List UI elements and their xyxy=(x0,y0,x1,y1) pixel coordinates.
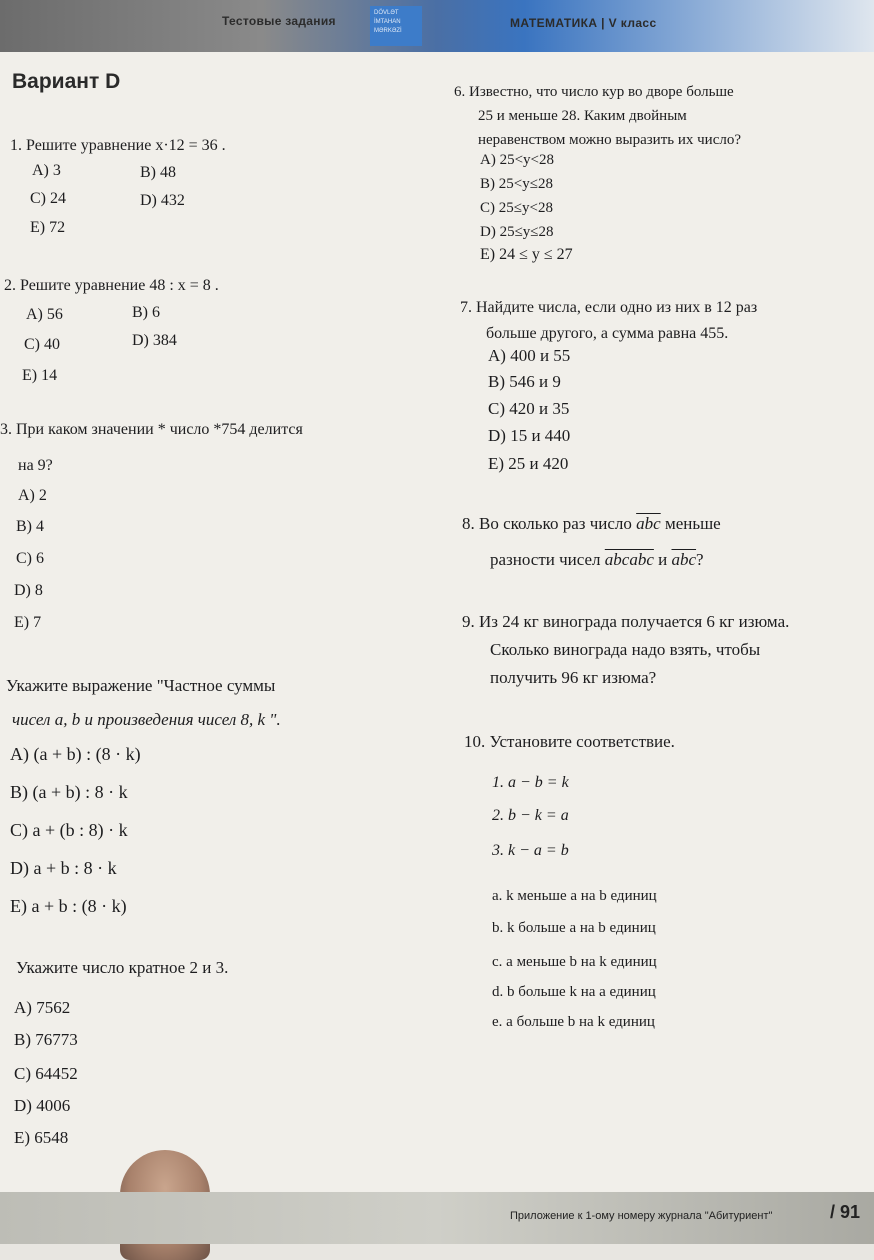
question-8-abcabc: abcabc xyxy=(604,550,654,569)
badge-line-3: MƏRKƏZİ xyxy=(374,28,402,34)
q10-equation-3: 3. k − a = b xyxy=(492,842,569,859)
q3-option-c[interactable]: C) 6 xyxy=(16,550,44,567)
variant-title: Вариант D xyxy=(12,70,121,93)
page-footer xyxy=(0,1192,874,1244)
footer-text: Приложение к 1-ому номеру журнала "Абитуриент" xyxy=(510,1210,773,1222)
page-number: / 91 xyxy=(830,1202,861,1222)
q7-option-c[interactable]: C) 420 и 35 xyxy=(488,399,570,418)
dim-logo-badge xyxy=(370,6,422,46)
q7-option-e[interactable]: E) 25 и 420 xyxy=(488,454,569,473)
question-5 xyxy=(16,958,228,978)
question-1 xyxy=(10,136,226,156)
question-9-line-2: Сколько винограда надо взять, чтобы xyxy=(490,640,761,659)
question-8-line2-prefix: разности чисел xyxy=(490,550,601,569)
q10-answer-e[interactable]: e. a больше b на k единиц xyxy=(492,1014,655,1030)
q4-option-a[interactable]: A) (a + b) : (8 · k) xyxy=(10,744,141,764)
question-6-line-2: 25 и меньше 28. Каким двойным xyxy=(478,108,687,124)
question-4-line-2: чисел a, b и произведения чисел 8, k ". xyxy=(12,710,281,729)
q1-option-e[interactable]: E) 72 xyxy=(30,219,66,236)
question-8 xyxy=(462,514,721,534)
question-1-text: 1. Решите уравнение x·12 = 36 . xyxy=(10,137,226,154)
q10-equation-2: 2. b − k = a xyxy=(492,807,569,824)
q1-option-d[interactable]: D) 432 xyxy=(140,192,185,209)
question-7-line-2: больше другого, а сумма равна 455. xyxy=(486,325,729,342)
question-4-line-1: Укажите выражение "Частное суммы xyxy=(6,676,276,695)
q7-option-a[interactable]: A) 400 и 55 xyxy=(488,346,571,365)
q10-answer-a[interactable]: a. k меньше a на b единиц xyxy=(492,888,657,904)
q6-option-b[interactable]: B) 25<y≤28 xyxy=(480,176,553,192)
q5-option-c[interactable]: C) 64452 xyxy=(14,1064,78,1083)
question-3-line2 xyxy=(18,456,53,476)
header-left-title: Тестовые задания xyxy=(222,14,336,28)
question-10 xyxy=(464,732,675,752)
question-3-line-2: на 9? xyxy=(18,457,53,474)
header-subject-title: МАТЕМАТИКА | V класс xyxy=(510,16,657,30)
question-9-line-1: 9. Из 24 кг винограда получается 6 кг изюма. xyxy=(462,612,790,631)
q4-option-d[interactable]: D) a + b : 8 · k xyxy=(10,858,117,878)
q4-option-c[interactable]: C) a + (b : 8) · k xyxy=(10,820,128,840)
q2-option-d[interactable]: D) 384 xyxy=(132,332,177,349)
q3-option-a[interactable]: A) 2 xyxy=(18,487,47,504)
question-7 xyxy=(460,298,757,318)
q10-answer-c[interactable]: c. a меньше b на k единиц xyxy=(492,954,657,970)
q6-option-c[interactable]: C) 25≤y<28 xyxy=(480,200,553,216)
q5-option-d[interactable]: D) 4006 xyxy=(14,1096,71,1115)
question-2 xyxy=(4,276,219,296)
question-9-line-3: получить 96 кг изюма? xyxy=(490,668,657,687)
q10-answer-d[interactable]: d. b больше k на a единиц xyxy=(492,984,656,1000)
q1-option-a[interactable]: A) 3 xyxy=(32,162,61,179)
q3-option-e[interactable]: E) 7 xyxy=(14,614,42,631)
question-8-abc-2: $\overline{abc}$ xyxy=(671,550,697,569)
q7-option-d[interactable]: D) 15 и 440 xyxy=(488,426,571,445)
question-6 xyxy=(454,82,734,102)
badge-line-1: DÖVLƏT xyxy=(374,10,399,16)
question-6-line3 xyxy=(478,130,741,150)
q2-option-e[interactable]: E) 14 xyxy=(22,367,58,384)
question-8-suffix: меньше xyxy=(664,514,721,533)
question-9 xyxy=(462,612,789,632)
q7-option-b[interactable]: B) 546 и 9 xyxy=(488,372,561,391)
q5-option-e[interactable]: E) 6548 xyxy=(14,1128,69,1147)
question-8-qmark: ? xyxy=(696,550,704,569)
question-10-text: 10. Установите соответствие. xyxy=(464,732,675,751)
q1-option-c[interactable]: C) 24 xyxy=(30,190,66,207)
question-6-line-3: неравенством можно выразить их число? xyxy=(478,132,741,148)
question-7-line-1: 7. Найдите числа, если одно из них в 12 раз xyxy=(460,299,758,316)
q6-option-d[interactable]: D) 25≤y≤28 xyxy=(480,224,554,240)
question-9-line3 xyxy=(490,668,656,688)
question-9-line2 xyxy=(490,640,760,660)
question-8-line2 xyxy=(490,550,704,570)
q10-equation-1: 1. a − b = k xyxy=(492,774,569,791)
q1-option-b[interactable]: B) 48 xyxy=(140,164,176,181)
question-8-and: и xyxy=(658,550,668,569)
question-8-abc: $\overline{abc}$ xyxy=(636,514,661,533)
q6-option-e[interactable]: E) 24 ≤ y ≤ 27 xyxy=(480,246,573,263)
q4-option-e[interactable]: E) a + b : (8 · k) xyxy=(10,896,127,916)
q4-option-b[interactable]: B) (a + b) : 8 · k xyxy=(10,782,128,802)
q2-option-c[interactable]: C) 40 xyxy=(24,336,60,353)
q6-option-a[interactable]: A) 25<y<28 xyxy=(480,152,554,168)
question-6-line2 xyxy=(478,106,687,126)
q2-option-b[interactable]: B) 6 xyxy=(132,304,160,321)
question-5-text: Укажите число кратное 2 и 3. xyxy=(16,958,229,977)
question-7-line2 xyxy=(486,324,728,344)
question-3-line-1: 3. При каком значении * число *754 делится xyxy=(0,421,303,438)
question-8-prefix: 8. Во сколько раз число xyxy=(462,514,632,533)
q5-option-b[interactable]: B) 76773 xyxy=(14,1030,78,1049)
q2-option-a[interactable]: A) 56 xyxy=(26,306,63,323)
question-6-line-1: 6. Известно, что число кур во дворе больше xyxy=(454,84,734,100)
question-4-line2 xyxy=(12,710,281,730)
badge-line-2: İMTAHAN xyxy=(374,19,401,25)
q3-option-b[interactable]: B) 4 xyxy=(16,518,44,535)
q3-option-d[interactable]: D) 8 xyxy=(14,582,43,599)
question-2-text: 2. Решите уравнение 48 : x = 8 . xyxy=(4,277,219,294)
q5-option-a[interactable]: A) 7562 xyxy=(14,998,71,1017)
question-3 xyxy=(0,420,303,440)
question-4 xyxy=(6,676,275,696)
q10-answer-b[interactable]: b. k больше a на b единиц xyxy=(492,920,656,936)
page-header xyxy=(0,0,874,52)
